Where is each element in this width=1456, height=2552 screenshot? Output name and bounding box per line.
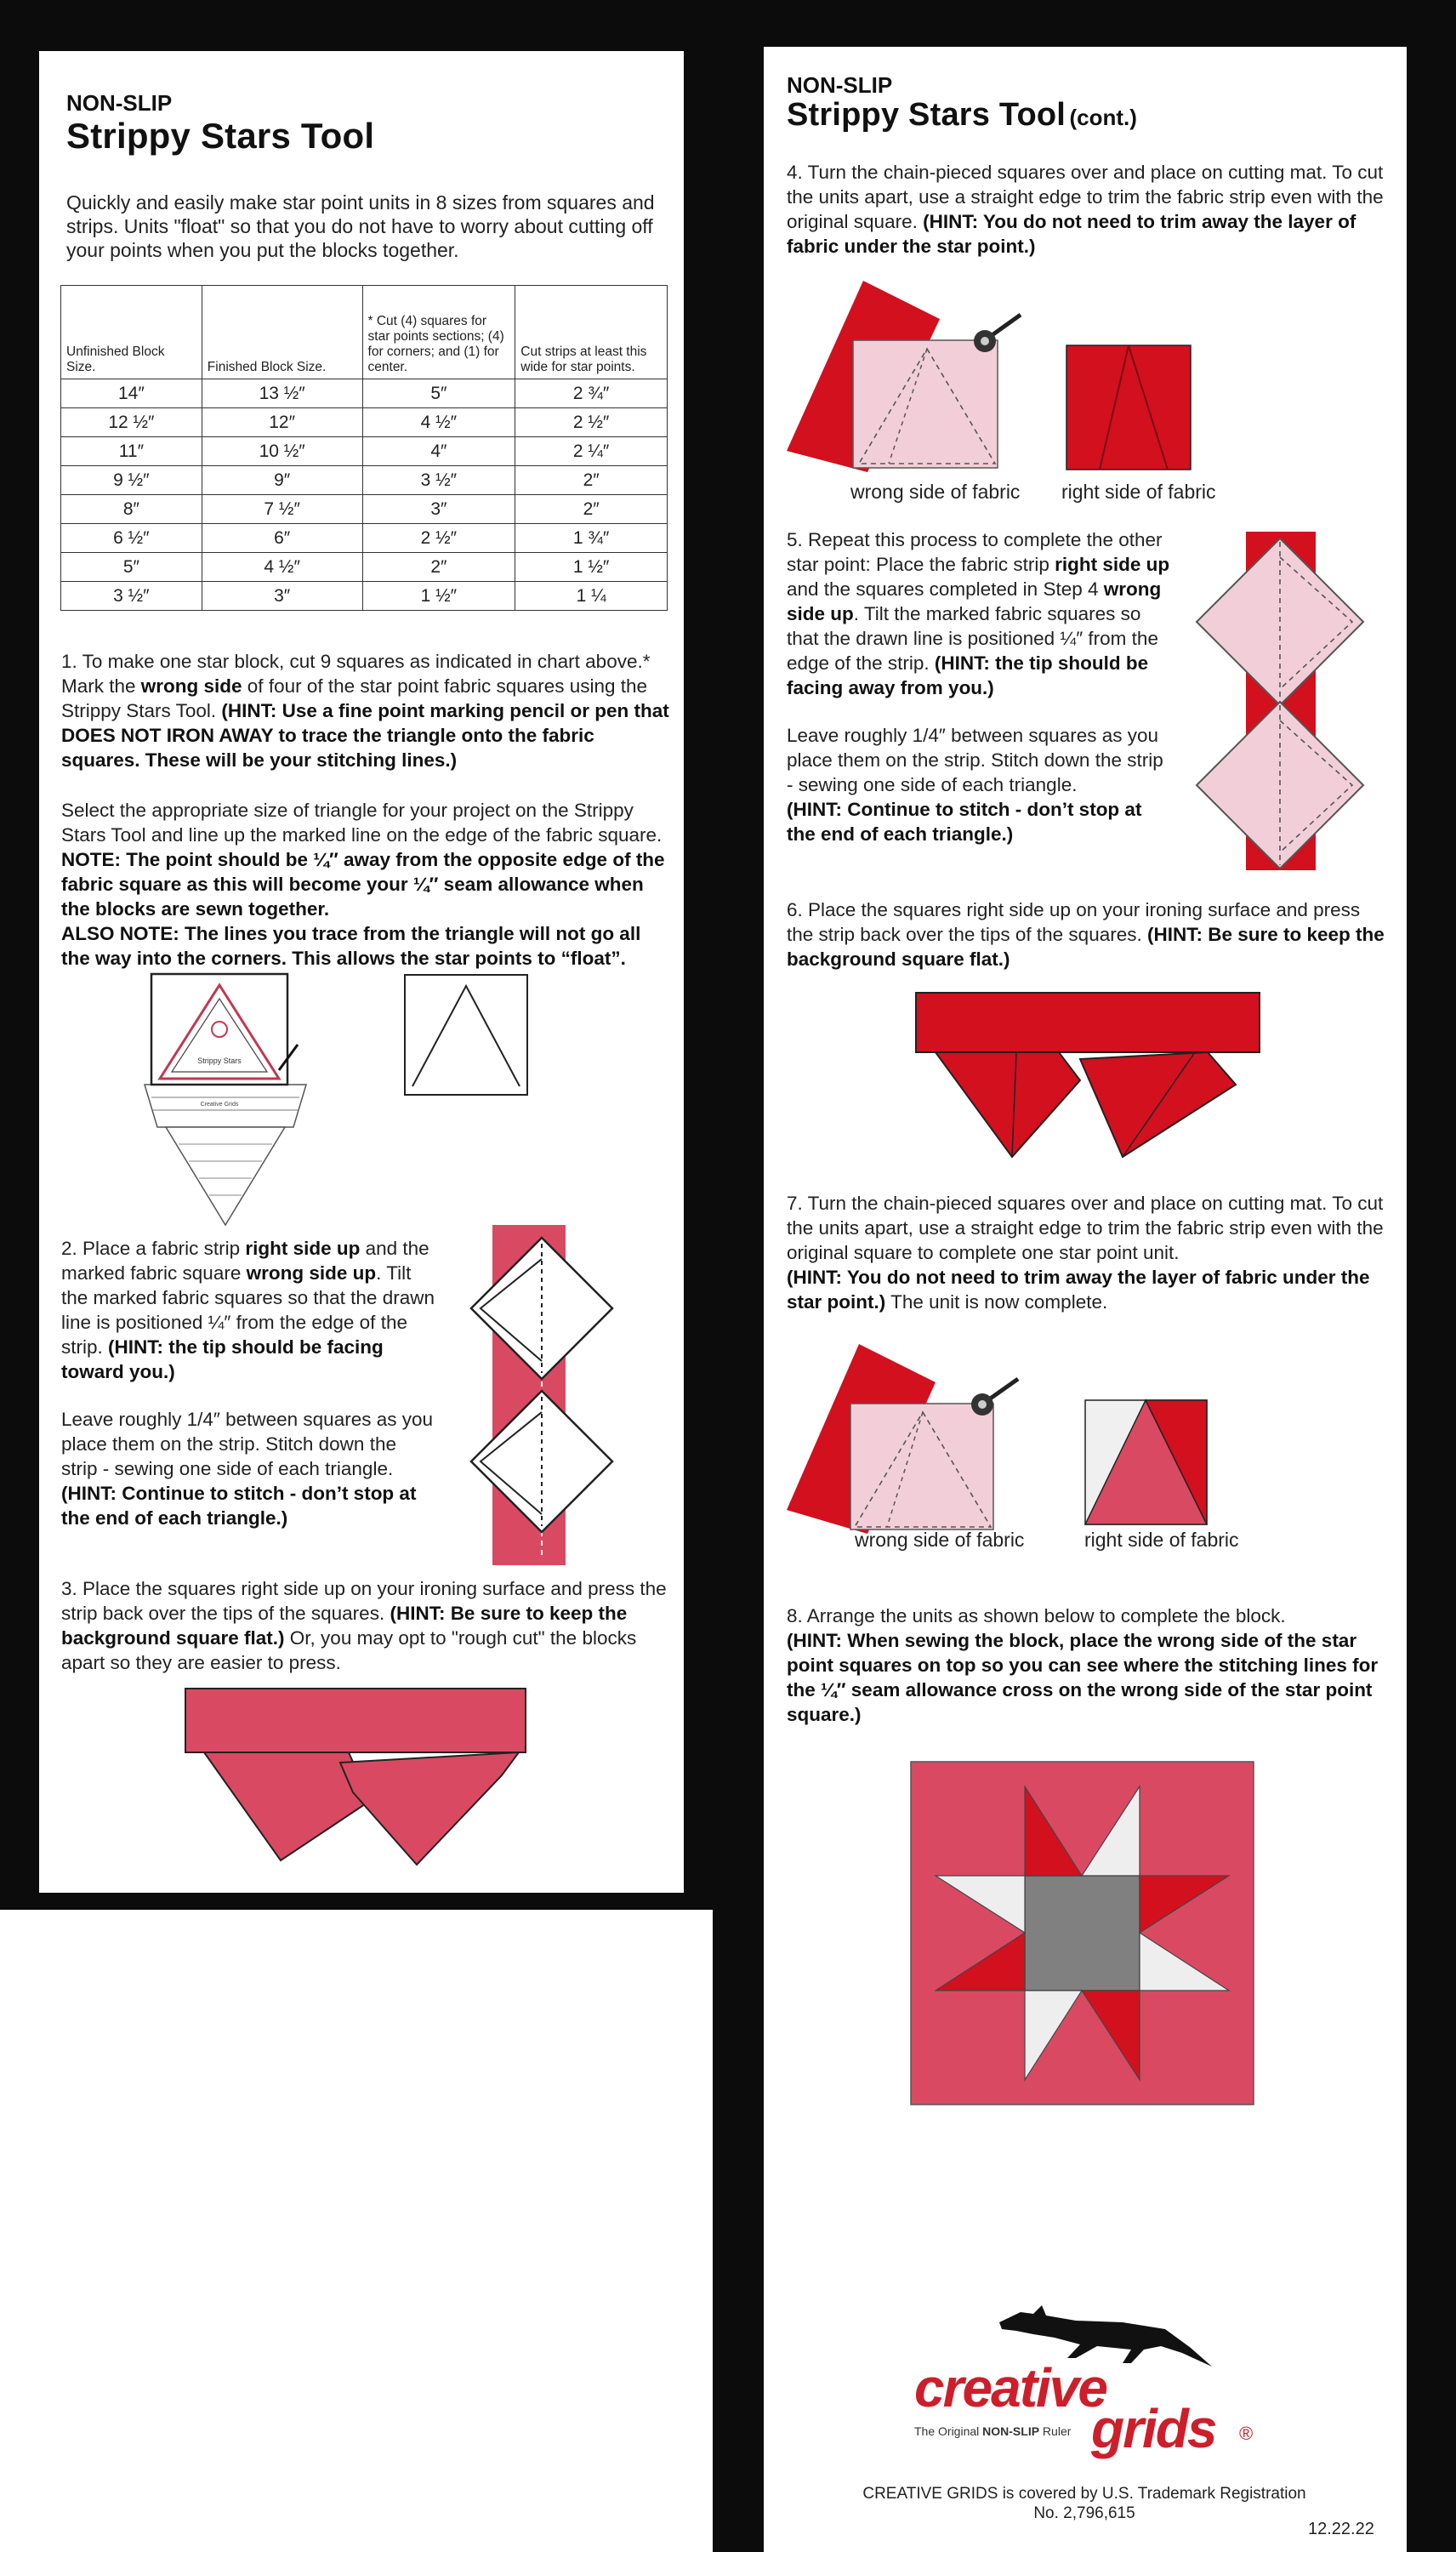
chart-header-cut-squares: * Cut (4) squares for star points sections; (4) for corners; and (1) for center. xyxy=(362,286,515,379)
select-triangle-text: Select the appropriate size of triangle for your project on the Strippy Stars Tool and line up the marked line on the edge of the fabric square. NOTE: The point should be ¼″ away from the opposite edge of the fabric square as this will become your ¼″ seam allowance when the blocks are sewn together. ALSO NOTE: The lines you trace from the triangle will not go all the way into the corners. This allows the star points to “float”. xyxy=(61,800,665,969)
table-cell: 6 ½″ xyxy=(61,524,202,553)
chart-header-finished: Finished Block Size. xyxy=(202,286,362,379)
step7-right-side-unit xyxy=(1084,1399,1208,1525)
table-row xyxy=(61,466,668,495)
table-cell: 7 ½″ xyxy=(202,495,362,524)
table-cell: 9″ xyxy=(202,466,362,495)
table-cell: 10 ½″ xyxy=(202,437,362,466)
table-cell: 6″ xyxy=(202,524,362,553)
cutting-chart-table xyxy=(60,285,668,611)
table-cell: 4 ½″ xyxy=(202,553,362,582)
logo-word-creative: creative xyxy=(914,2357,1106,2418)
logo-word-grids: grids xyxy=(1091,2398,1216,2459)
table-cell: 2 ¾″ xyxy=(515,379,668,408)
chart-body xyxy=(61,379,668,611)
step5-strip-illustration xyxy=(1195,532,1374,872)
finished-star-block-illustration xyxy=(910,1761,1254,2105)
logo-tagline: The Original NON-SLIP Ruler xyxy=(914,2424,1072,2438)
table-cell: 1 ¾″ xyxy=(515,524,668,553)
tilted-square-top xyxy=(471,1238,612,1379)
strippy-stars-ruler-illustration xyxy=(128,970,323,1225)
step5-text: 5. Repeat this process to complete the other star point: Place the fabric strip right side up and the squares completed in Step 4 wrong side up. Tilt the marked fabric squares so that the drawn line is positioned ¼″ from the edge of the strip. (HINT: the tip should be facing away from you.) xyxy=(787,529,1170,698)
table-cell: 2″ xyxy=(515,495,668,524)
creative-grids-logo xyxy=(914,2356,1271,2467)
table-cell: 12″ xyxy=(202,408,362,437)
table-cell: 2 ½″ xyxy=(362,524,515,553)
table-row xyxy=(61,582,668,611)
revision-date: 12.22.22 xyxy=(1308,2520,1374,2538)
right-leave-text: Leave roughly 1/4″ between squares as you place them on the strip. Stitch down the strip - sewing one side of each triangle. (HINT: Continue to stitch - don’t stop at the end of each triangle.) xyxy=(787,725,1163,845)
chart-header-cut-strips: Cut strips at least this wide for star points. xyxy=(515,286,668,379)
step4-right-side-caption: right side of fabric xyxy=(1061,481,1216,503)
table-cell: 2 ¼″ xyxy=(515,437,668,466)
step4-wrong-side-caption: wrong side of fabric xyxy=(850,481,1021,503)
table-row xyxy=(61,495,668,524)
table-row xyxy=(61,437,668,466)
table-cell: 5″ xyxy=(61,553,202,582)
right-brand-line: NON-SLIP xyxy=(787,72,893,98)
step7-wrong-side-illustration xyxy=(787,1340,1029,1535)
table-cell: 9 ½″ xyxy=(61,466,202,495)
tilted-square-bottom xyxy=(471,1391,612,1532)
table-cell: 4″ xyxy=(362,437,515,466)
logo-registered-mark: ® xyxy=(1239,2423,1254,2444)
table-cell: 3″ xyxy=(362,495,515,524)
table-cell: 2″ xyxy=(362,553,515,582)
table-row xyxy=(61,379,668,408)
table-cell: 2″ xyxy=(515,466,668,495)
trademark-notice: CREATIVE GRIDS is covered by U.S. Trademark Registration No. 2,796,615 xyxy=(862,2485,1306,2522)
tilted-square-upper xyxy=(1197,538,1363,705)
left-intro-text: Quickly and easily make star point units in 8 sizes from squares and strips. Units "float" so that you do not have to worry about cutting off your points when you put the blocks together. xyxy=(66,191,655,261)
step7-right-side-caption: right side of fabric xyxy=(1084,1529,1239,1551)
step3-pressed-strip-illustration xyxy=(183,1686,532,1865)
step8-text: 8. Arrange the units as shown below to complete the block. (HINT: When sewing the block, place the wrong side of the star point squares on top so you can see where the stitching lines for the ¼″ seam allowance cross on the wrong side of the star point square.) xyxy=(787,1605,1379,1725)
step2-strip-illustration xyxy=(442,1225,617,1565)
table-cell: 13 ½″ xyxy=(202,379,362,408)
chart-header-unfinished: Unfinished Block Size. xyxy=(61,286,202,379)
table-cell: 11″ xyxy=(61,437,202,466)
step7-wrong-side-caption: wrong side of fabric xyxy=(855,1529,1025,1551)
step4-wrong-side-illustration xyxy=(787,272,1033,476)
table-row xyxy=(61,408,668,437)
tilted-square-lower xyxy=(1197,702,1363,869)
table-cell: 1 ¼ xyxy=(515,582,668,611)
table-cell: 2 ½″ xyxy=(515,408,668,437)
step4-right-side-square xyxy=(1066,345,1192,470)
step6-pressed-strip-illustration xyxy=(914,991,1263,1161)
table-row xyxy=(61,553,668,582)
left-page-title: Strippy Stars Tool xyxy=(66,116,375,156)
table-cell: 3 ½″ xyxy=(362,466,515,495)
table-cell: 1 ½″ xyxy=(362,582,515,611)
step2-text: 2. Place a fabric strip right side up and the marked fabric square wrong side up. Tilt the marked fabric squares so that the drawn line is positioned ¼″ from the edge of the strip. (HINT: the tip should be facing toward you.) xyxy=(61,1238,435,1382)
step3-text: 3. Place the squares right side up on your ironing surface and press the strip back over the tips of the squares. (HINT: Be sure to keep the background square flat.) Or, you may opt to "rough cut" the blocks apart so they are easier to press. xyxy=(61,1578,667,1673)
table-cell: 3 ½″ xyxy=(61,582,202,611)
table-cell: 1 ½″ xyxy=(515,553,668,582)
right-page-title: Strippy Stars Tool (cont.) xyxy=(787,97,1137,133)
table-cell: 12 ½″ xyxy=(61,408,202,437)
left-brand-line: NON-SLIP xyxy=(66,90,173,116)
table-cell: 14″ xyxy=(61,379,202,408)
table-cell: 4 ½″ xyxy=(362,408,515,437)
table-row xyxy=(61,524,668,553)
table-cell: 5″ xyxy=(362,379,515,408)
step7-text: 7. Turn the chain-pieced squares over and place on cutting mat. To cut the units apart, use a straight edge to trim the fabric strip even with the original square to complete one star point unit. (HINT: You do not need to trim away the layer of fabric under the star point.) The unit is now complete. xyxy=(787,1193,1384,1313)
table-cell: 8″ xyxy=(61,495,202,524)
ruler-brand-label: Creative Grids xyxy=(200,1102,239,1108)
traced-triangle-square xyxy=(404,974,528,1096)
left-leave-text: Leave roughly 1/4″ between squares as you place them on the strip. Stitch down the strip - sewing one side of each triangle. (HINT: Continue to stitch - don’t stop at the end of each triangle.) xyxy=(61,1409,434,1529)
step4-text: 4. Turn the chain-pieced squares over and place on cutting mat. To cut the units apart, use a straight edge to trim the fabric strip even with the original square. (HINT: You do not need to trim away the layer of fabric under the star point.) xyxy=(787,162,1384,257)
step6-text: 6. Place the squares right side up on your ironing surface and press the strip back over the tips of the squares. (HINT: Be sure to keep the background square flat.) xyxy=(787,899,1385,970)
ruler-label: Strippy Stars xyxy=(197,1057,242,1065)
table-cell: 3″ xyxy=(202,582,362,611)
step1-text: 1. To make one star block, cut 9 squares as indicated in chart above.* Mark the wrong side of four of the star point fabric squares using the Strippy Stars Tool. (HINT: Use a fine point marking pencil or pen that DOES NOT IRON AWAY to trace the triangle onto the fabric squares. These will be your stitching lines.) xyxy=(61,651,669,771)
